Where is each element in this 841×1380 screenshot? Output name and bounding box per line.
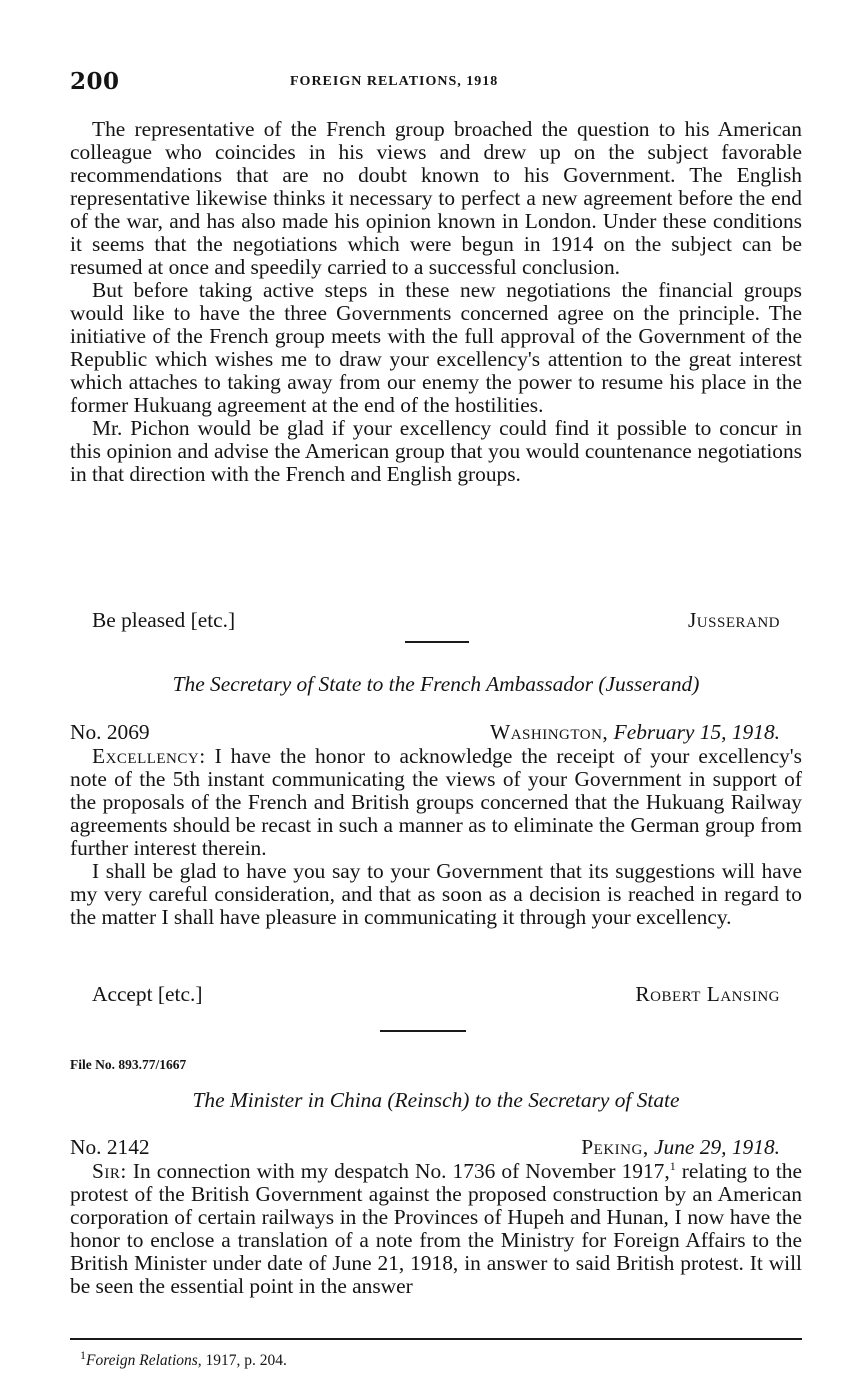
document-heading: The Secretary of State to the French Ambassador (Jusserand) (172, 672, 700, 696)
letter-jusserand-body (70, 118, 802, 486)
footnote-rule (70, 1338, 802, 1340)
section-divider (380, 1030, 466, 1032)
footnote-marker: 1 (80, 1347, 86, 1362)
salutation: Excellency: (92, 744, 206, 768)
salutation: Sir: (92, 1159, 127, 1183)
signature: Robert Lansing (635, 982, 780, 1006)
heading-name: Reinsch (394, 1088, 463, 1112)
closing: Accept [etc.] (92, 982, 203, 1006)
page-header (70, 68, 782, 98)
paragraph: The representative of the French group broached the question to his American colleague who coincides in his views and drew up on the subject favorable recommendations that are no doubt known to his Government. The English representative likewise thinks it necessary to perfect a new agreement before the end of the war, and has also made his opinion known in London. Under these conditions it seems that the negotiations which were begun in 1914 on the subject can be resumed at once and speedily carried to a successful conclusion. (70, 117, 802, 279)
paragraph: Mr. Pichon would be glad if your excellency could find it possible to concur in this opinion and advise the American group that you would countenance negotiations in that direction with the French and English groups. (70, 416, 802, 486)
letter-jusserand-signoff (92, 609, 780, 632)
footnote-ref: 1 (669, 1158, 676, 1173)
page-number: 200 (70, 68, 120, 95)
signature: Jusserand (687, 608, 780, 632)
document-number: No. 2142 (70, 1135, 150, 1159)
place: Peking, (581, 1135, 649, 1159)
document-number-line (70, 1135, 780, 1160)
letter-lansing-body (70, 745, 802, 929)
letter-reinsch-body (70, 1160, 802, 1298)
date: February 15, 1918. (613, 720, 780, 744)
file-number: File No. 893.77/1667 (70, 1057, 187, 1072)
document-number-line (70, 720, 780, 745)
paragraph: Excellency: I have the honor to acknowledge the receipt of your excellency's note of the 5th instant communicating the views of your Government in support of the proposals of the French and British groups concerned that the Hukuang Railway agreements should be recast in such a manner as to eliminate the German group from further interest therein. (70, 744, 802, 860)
heading-name: Jusserand (605, 672, 693, 696)
footnote-title: Foreign Relations, (86, 1352, 202, 1369)
paragraph: Sir: In connection with my despatch No. 1736 of November 1917,$^1$ relating to the protest of the British Government against the proposed construction by an American corporation of certain railways in the Provinces of Hupeh and Hunan, I now have the honor to enclose a translation of a note from the Ministry for Foreign Affairs to the British Minister under date of June 21, 1918, in answer to said British protest. It will be seen the essential point in the answer (70, 1158, 802, 1298)
paragraph: But before taking active steps in these new negotiations the financial groups would like to have the three Governments concerned agree on the principle. The initiative of the French group meets with the full approval of the Government of the Republic which wishes me to draw your excellency's attention to the great interest which attaches to taking away from our enemy the power to resume his place in the former Hukuang agreement at the end of the hostilities. (70, 278, 802, 417)
place-date (581, 1135, 780, 1160)
footnote (80, 1347, 287, 1370)
place: Washington, (490, 720, 609, 744)
section-divider (405, 641, 469, 643)
closing: Be pleased [etc.] (92, 608, 236, 632)
document-number: No. 2069 (70, 720, 150, 744)
place-date (490, 720, 780, 745)
paragraph: I shall be glad to have you say to your Government that its suggestions will have my very careful consideration, and that as soon as a decision is reached in regard to the matter I shall have pleasure in communicating it through your excellency. (70, 859, 802, 929)
document-heading: The Minister in China (Reinsch) to the Secretary of State (192, 1088, 680, 1112)
running-head: FOREIGN RELATIONS, 1918 (290, 74, 499, 89)
letter-lansing-signoff (92, 983, 780, 1006)
footnote-text: 1917, p. 204. (201, 1352, 287, 1369)
date: June 29, 1918. (654, 1135, 780, 1159)
